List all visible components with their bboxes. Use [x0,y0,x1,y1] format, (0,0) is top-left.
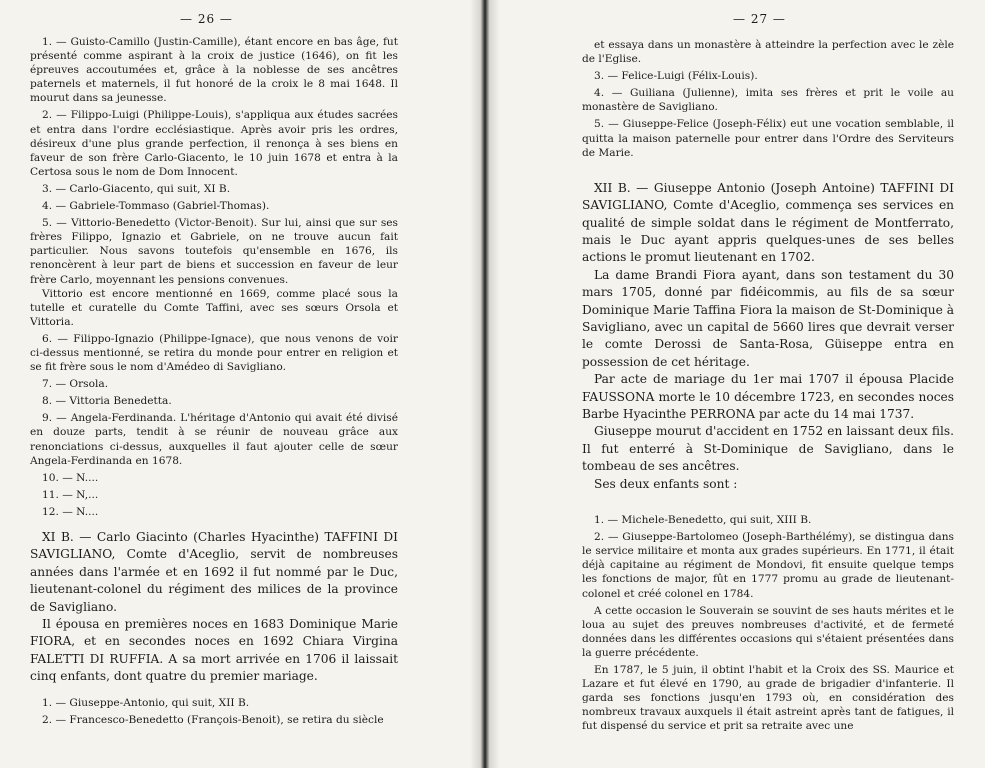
entry-7: 7. — Orsola. [42,378,109,391]
entry-5: 5. — Giuseppe-Felice (Joseph-Félix) eut une vocation semblable, il quitta la maison paternelle pour entrer dans l'Ordre des Serviteurs de Marie. [582,118,954,159]
child-2: 2. — Francesco-Benedetto (François-Benoit), se retira du siècle [42,713,384,726]
child-1: 1. — Giuseppe-Antonio, qui suit, XII B. [42,696,250,709]
child-2: 2. — Giuseppe-Bartolomeo (Joseph-Barthélémy), se distingua dans le service militaire et monta aux grades supérieurs. En 1771, il était déjà capitaine au régiment de Mondovi, fit ensuite quelque temps les fonctions de major, fût en 1777 promu au grade de lieutenant-colonel et créé colonel en 1784. [582,531,954,600]
entry-8: 8. — Vittoria Benedetta. [42,395,172,408]
entry-12: 12. — N.... [42,505,99,518]
book-gutter [470,0,500,768]
right-page [500,0,985,768]
section-paragraph-4: Ses deux enfants sont : [594,476,738,491]
section-paragraph-3: Giuseppe mourut d'accident en 1752 en laissant deux fils. Il fut enterré à St-Dominique de Savigliano, dans le tombeau de ses ancêtres. [582,424,954,474]
page-number-right: — 27 — [733,12,786,26]
left-page [0,0,470,768]
section-paragraph: Il épousa en premières noces en 1683 Dominique Marie FIORA, et en secondes noces en 1692 Chiara Virgina FALETTI DI RUFFIA. A sa mort arrivée en 1706 il laissait cinq enfants, dont quatre du premier mariage. [30,617,398,684]
entry-3: 3. — Felice-Luigi (Félix-Louis). [594,70,758,83]
entry-11: 11. — N,... [42,488,99,501]
section-paragraph-1: La dame Brandi Fiora ayant, dans son testament du 30 mars 1705, donné par fidéicommis, au fils de sa sœur Dominique Marie Taffina Fiora la maison de St-Dominique à Savigliano, avec un capital de 5660 lires que devrait verser le comte Derossi de Santa-Rosa, Güiseppe entra en possession de cet héritage. [582,267,954,369]
entry-5-continued: Vittorio est encore mentionné en 1669, comme placé sous la tutelle et curatelle du Comte Taffini, avec ses sœurs Orsola et Vittoria. [30,287,398,328]
entry-2: 2. — Filippo-Luigi (Philippe-Louis), s'appliqua aux études sacrées et entra dans l'ordre ecclésiastique. Après avoir pris les ordres, désireux d'une plus grande perfection, il renonça à ses biens en faveur de son frère Carlo-Giacento, le 10 juin 1678 et entra à la Certosa sous le nom de Dom Innocent. [30,109,398,178]
entry-4: 4. — Gabriele-Tommaso (Gabriel-Thomas). [42,200,270,213]
entry-5: 5. — Vittorio-Benedetto (Victor-Benoit). Sur lui, ainsi que sur ses frères Filippo, Ignazio et Gabriele, on ne trouve aucun fait particulier. Nous savons toutefois qu'ensemble en 1676, ils renoncèrent à leur part de biens et succession en faveur de leur frère Carlo, moyennant les pensions convenues. [30,217,398,286]
entry-3: 3. — Carlo-Giacento, qui suit, XI B. [42,182,231,195]
entry-9: 9. — Angela-Ferdinanda. L'héritage d'Antonio qui avait été divisé en douze parts, tendit à se réunir de nouveau grâce aux renonciations ci-dessus, auxquelles il faut ajouter celle de sœur Angela-Ferdinanda en 1678. [30,412,398,467]
child-2-paragraph-3: En 1787, le 5 juin, il obtint l'habit et la Croix des SS. Maurice et Lazare et fut élevé en 1790, au grade de brigadier d'infanterie. Il garda ses fonctions jusqu'en 1793 où, en considération des nombreux travaux auxquels il était astreint après tant de fatigues, il fut dispensé du service et prit sa retraite avec une [582,664,954,733]
section-paragraph-2: Par acte de mariage du 1er mai 1707 il épousa Placide FAUSSONA morte le 10 décembre 1723, en secondes noces Barbe Hyacinthe PERRONA par acte du 14 mai 1737. [582,372,954,422]
entry-1: 1. — Guisto-Camillo (Justin-Camille), étant encore en bas âge, fut présenté comme aspirant à la croix de justice (1646), on fit les épreuves accoutumées et, grâce à la noblesse de ses ancêtres paternels et maternels, il fut honoré de la croix le 8 mai 1648. Il mourut dans sa jeunesse. [30,36,398,105]
entry-10: 10. — N.... [42,471,99,484]
section-heading-xii: XII B. — Giuseppe Antonio (Joseph Antoine) TAFFINI DI SAVIGLIANO, Comte d'Aceglio, commença ses services en qualité de simple soldat dans le régiment de Montferrato, mais le Duc ayant appris quelques-unes de ses belles actions le promut lieutenant en 1702. [582,180,954,265]
child-2-paragraph-2: A cette occasion le Souverain se souvint de ses hauts mérites et le loua au sujet des preuves nombreuses d'activité, et de fermeté données dans les différentes occasions qui s'étaient présentées dans la guerre précédente. [582,604,954,659]
entry-6: 6. — Filippo-Ignazio (Philippe-Ignace), que nous venons de voir ci-dessus mentionné, se retira du monde pour entrer en religion et se fit frère sous le nom d'Amédeo di Savigliano. [30,332,398,374]
left-column [30,35,398,730]
entry-continued: et essaya dans un monastère à atteindre la perfection avec le zèle de l'Eglise. [582,39,954,66]
right-column [582,38,954,736]
entry-4: 4. — Guiliana (Julienne), imita ses frères et prit le voile au monastère de Savigliano. [582,87,954,114]
child-1: 1. — Michele-Benedetto, qui suit, XIII B. [594,514,812,527]
section-heading-xi: XI B. — Carlo Giacinto (Charles Hyacinthe) TAFFINI DI SAVIGLIANO, Comte d'Aceglio, servit de nombreuses années dans l'armée et en 1692 il fut nommé par le Duc, lieutenant-colonel du régiment des milices de la province de Savigliano. [30,530,398,614]
page-number-left: — 26 — [180,12,233,26]
